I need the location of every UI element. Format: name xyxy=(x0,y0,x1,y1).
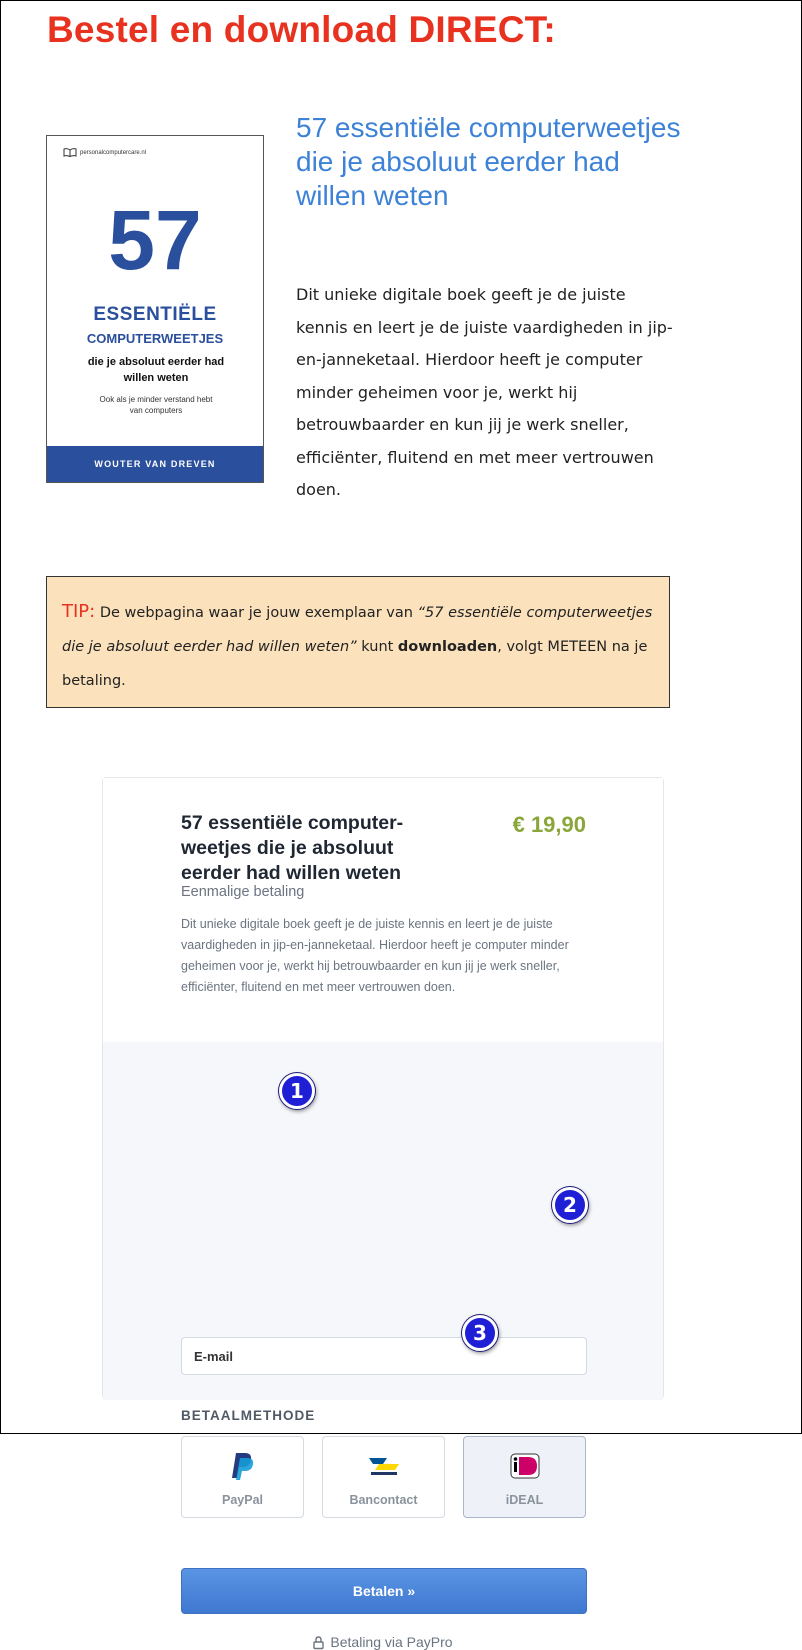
paypal-icon xyxy=(230,1451,256,1481)
payment-method-ideal[interactable] xyxy=(463,1436,586,1518)
cover-subtitle: die je absoluut eerder had willen weten xyxy=(87,356,225,384)
product-summary xyxy=(103,778,663,1043)
payment-method-paypal[interactable] xyxy=(181,1436,304,1518)
cover-author: WOUTER VAN DREVEN xyxy=(47,446,263,482)
secure-payment-text: Betaling via PayPro xyxy=(330,1634,453,1650)
cover-brand xyxy=(63,148,146,157)
tip-text: De webpagina waar je jouw exemplaar van xyxy=(95,605,418,621)
cover-number: 57 xyxy=(108,193,202,287)
book-cover-image xyxy=(46,135,264,483)
cover-title-line1: ESSENTIËLE xyxy=(93,304,217,325)
payment-method-bancontact[interactable] xyxy=(322,1436,445,1518)
checkout-card xyxy=(102,777,664,1650)
secure-payment-note xyxy=(103,1634,663,1650)
payment-method-label: Bancontact xyxy=(349,1493,418,1507)
tip-book-title: “57 essentiële computerweetjes die je absoluut eerder had willen weten” xyxy=(62,605,653,655)
book-description: Dit unieke digitale boek geeft je de juiste kennis en leert je de juiste vaardigheden in jip-en-janneketaal. Hierdoor heeft je computer minder geheimen voor je, werkt hij betrouwbaarder en kun jij je werk sneller, efficiënter, fluitend en met meer vertrouwen doen. xyxy=(296,285,673,499)
ideal-icon xyxy=(510,1453,540,1479)
payment-form xyxy=(103,1042,663,1650)
step-marker-2: 2 xyxy=(552,1187,588,1223)
open-book-icon xyxy=(63,148,77,157)
product-description: Dit unieke digitale boek geeft je de juiste kennis en leert je de juiste vaardigheden in jip-en-janneketaal. Hierdoor heeft je computer minder geheimen voor je, werkt hij betrouwbaarder en kun jij je werk sneller, efficiënter, fluitend en met meer vertrouwen doen. xyxy=(181,917,569,994)
tip-box xyxy=(46,576,670,708)
step-marker-3: 3 xyxy=(462,1315,498,1351)
cover-tagline: Ook als je minder verstand hebt van computers xyxy=(99,395,213,415)
tip-text: , volgt METEEN na je betaling. xyxy=(62,639,648,689)
payment-method-heading: BETAALMETHODE xyxy=(181,1408,316,1423)
tip-label: TIP: xyxy=(62,601,96,622)
payment-method-label: PayPal xyxy=(221,1493,263,1507)
payment-method-label: iDEAL xyxy=(505,1493,544,1507)
email-field[interactable] xyxy=(181,1337,587,1375)
page-headline: Bestel en download DIRECT: xyxy=(47,9,556,50)
pay-button[interactable]: Betalen » xyxy=(181,1568,587,1614)
cover-title-line2: COMPUTERWEETJES xyxy=(86,331,224,346)
product-price: € 19,90 xyxy=(512,812,586,837)
tip-download-word: downloaden xyxy=(397,639,498,655)
tip-text: kunt xyxy=(356,639,398,655)
lock-icon xyxy=(313,1636,324,1649)
bancontact-icon xyxy=(367,1454,401,1478)
payment-type: Eenmalige betaling xyxy=(181,884,305,900)
cover-brand-text: personalcomputercare.nl xyxy=(80,149,147,156)
product-title: 57 essentiële computer-weetjes die je absoluut eerder had willen weten xyxy=(181,812,404,884)
step-marker-1: 1 xyxy=(279,1073,315,1109)
book-title: 57 essentiële computerweetjes die je absoluut eerder had willen weten xyxy=(296,112,681,211)
